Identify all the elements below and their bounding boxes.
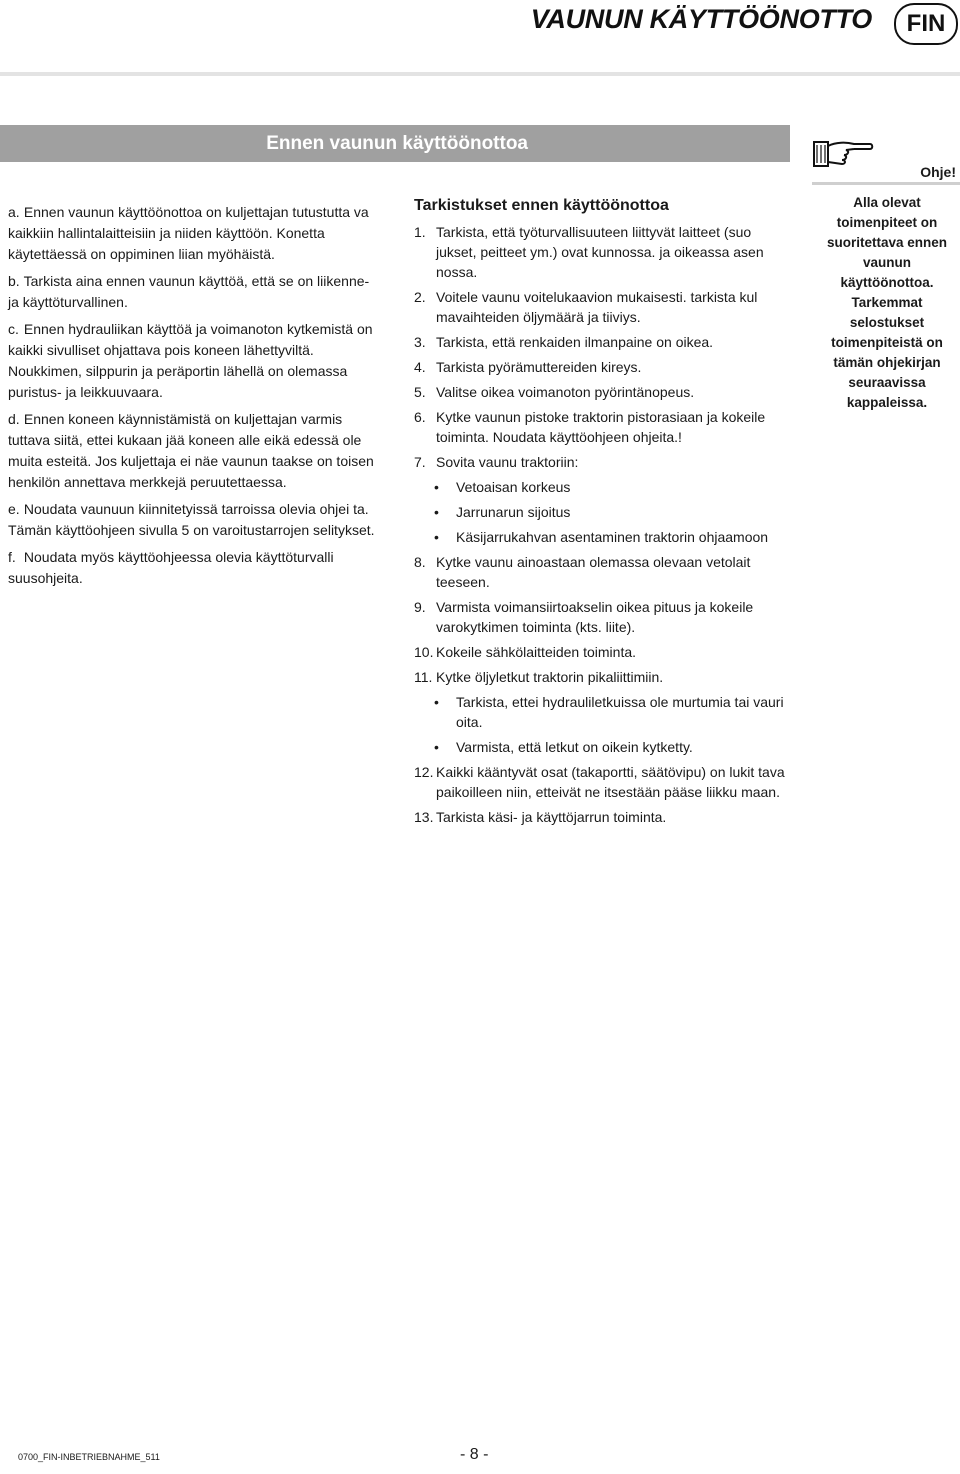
item-text: Kaikki kääntyvät osat (takaportti, säätövipu) on lukit tava paikoilleen niin, etteivät ne itsestään pääse liikku maan. (436, 764, 785, 800)
item-text: Tarkista, että renkaiden ilmanpaine on oikea. (436, 334, 714, 350)
bullet-icon: • (434, 739, 439, 755)
checklist-item-2 (414, 287, 792, 327)
item-number: 6. (414, 409, 426, 425)
item-text: Valitse oikea voimanoton pyörintänopeus. (436, 384, 695, 400)
paragraph-text: Tarkista aina ennen vaunun käyttöä, että se on liikenne- ja käyttöturvallinen. (8, 273, 370, 310)
paragraph-letter: c. (8, 321, 19, 337)
checklist-item-7 (414, 452, 792, 472)
note-label: Ohje! (920, 164, 956, 180)
item-number: 4. (414, 359, 426, 375)
bullet-text: Jarrunarun sijoitus (456, 504, 571, 520)
paragraph-letter: b. (8, 273, 20, 289)
item-number: 11. (414, 669, 433, 685)
checklist-item-3 (414, 332, 792, 352)
note-divider (812, 182, 960, 185)
bullet-text: Käsijarrukahvan asentaminen traktorin ohjaamoon (456, 529, 769, 545)
item-text: Varmista voimansiirtoakselin oikea pituus ja kokeile varokytkimen toiminta (kts. liite). (436, 599, 754, 635)
bullet-item (434, 527, 792, 547)
item-text: Tarkista pyörämuttereiden kireys. (436, 359, 642, 375)
checklist-item-13 (414, 807, 792, 827)
pointing-hand-icon (812, 136, 874, 170)
item-text: Kytke öljyletkut traktorin pikaliittimiin. (436, 669, 664, 685)
item-number: 9. (414, 599, 426, 615)
paragraph-d (8, 409, 380, 493)
paragraph-letter: f. (8, 549, 16, 565)
checklist-item-1 (414, 222, 792, 282)
checklist-item-11 (414, 667, 792, 687)
checklist-item-6 (414, 407, 792, 447)
paragraph-e (8, 499, 380, 541)
item-number: 12. (414, 764, 434, 780)
item-text: Kytke vaunu ainoastaan olemassa olevaan vetolait teeseen. (436, 554, 751, 590)
page-number: - 8 - (460, 1446, 489, 1463)
item-number: 13. (414, 809, 434, 825)
header-title: VAUNUN KÄYTTÖÖNOTTO (530, 4, 872, 34)
paragraph-f (8, 547, 380, 589)
item-number: 10. (414, 644, 434, 660)
section-title: Ennen vaunun käyttöönottoa (266, 132, 528, 154)
bullet-icon: • (434, 479, 439, 495)
bullet-icon: • (434, 694, 439, 710)
item-text: Kytke vaunun pistoke traktorin pistorasiaan ja kokeile toiminta. Noudata käyttöohjeen ohjeita.! (436, 409, 766, 445)
item-text: Sovita vaunu traktoriin: (436, 454, 579, 470)
bullet-item (434, 502, 792, 522)
item-number: 8. (414, 554, 426, 570)
checklist-item-5 (414, 382, 792, 402)
paragraph-text: Ennen hydrauliikan käyttöä ja voimanoton kytkemistä on kaikki sivulliset ohjattava pois koneen lähettyviltä. Noukkimen, silppurin ja peräportin lähellä on olemassa puristus- ja leikkuuvaara. (8, 321, 373, 400)
paragraph-letter: e. (8, 501, 20, 517)
bullet-icon: • (434, 529, 439, 545)
note-header (812, 130, 960, 182)
bullet-icon: • (434, 504, 439, 520)
paragraph-text: Noudata myös käyttöohjeessa olevia käyttöturvalli suusohjeita. (8, 549, 334, 586)
item-text: Kokeile sähkölaitteiden toiminta. (436, 644, 637, 660)
checklist-item-4 (414, 357, 792, 377)
bullet-item (434, 737, 792, 757)
bullet-text: Varmista, että letkut on oikein kytketty. (456, 739, 693, 755)
footer-document-code: 0700_FIN-INBETRIEBNAHME_511 (18, 1452, 160, 1462)
paragraph-letter: d. (8, 411, 20, 427)
bullet-text: Vetoaisan korkeus (456, 479, 571, 495)
language-badge: FIN (894, 3, 958, 45)
item-text: Tarkista käsi- ja käyttöjarrun toiminta. (436, 809, 667, 825)
paragraph-text: Ennen koneen käynnistämistä on kuljettajan varmis tuttava siitä, ettei kukaan jää koneen alle eikä edessä ole muita esteitä. Jos kuljettaja ei näe vaunun taakse on toisen henkilön annettava merkkejä peruutettaessa. (8, 411, 374, 490)
paragraph-text: Noudata vaunuun kiinnitetyissä tarroissa olevia ohjei ta. Tämän käyttöohjeen sivulla 5 on varoitustarrojen selitykset. (8, 501, 375, 538)
item-number: 7. (414, 454, 426, 470)
checklist-item-9 (414, 597, 792, 637)
checklist-title: Tarkistukset ennen käyttöönottoa (414, 197, 669, 214)
paragraph-a (8, 202, 380, 265)
checklist-item-10 (414, 642, 792, 662)
bullet-text: Tarkista, ettei hydrauliletkuissa ole murtumia tai vauri oita. (456, 694, 784, 730)
paragraph-text: Ennen vaunun käyttöönottoa on kuljettajan tutustutta va kaikkiin hallintalaitteisiin ja niiden käyttöön. Konetta käytettäessä on oppiminen liian myöhäistä. (8, 204, 369, 262)
checklist-item-8 (414, 552, 792, 592)
note-text: Alla olevat toimenpiteet on suoritettava ennen vaunun käyttöönottoa. Tarkemmat selostukset toimenpiteistä on tämän ohjekirjan seuraavissa kappaleissa. (826, 195, 948, 410)
item-text: Voitele vaunu voitelukaavion mukaisesti. tarkista kul mavaihteiden öljymäärä ja tiiviys. (436, 289, 758, 325)
item-number: 1. (414, 224, 426, 240)
checklist-column (414, 196, 792, 832)
bullet-item (434, 692, 792, 732)
item-number: 5. (414, 384, 426, 400)
paragraph-c (8, 319, 380, 403)
paragraph-b (8, 271, 380, 313)
section-banner (0, 125, 790, 162)
bullet-item (434, 477, 792, 497)
paragraph-letter: a. (8, 204, 20, 220)
top-divider (0, 72, 960, 76)
item-number: 3. (414, 334, 426, 350)
item-text: Tarkista, että työturvallisuuteen liittyvät laitteet (suo jukset, peitteet ym.) ovat kunnossa. ja oikeassa asen nossa. (436, 224, 764, 280)
item-number: 2. (414, 289, 426, 305)
checklist-item-12 (414, 762, 792, 802)
left-column (8, 202, 380, 595)
